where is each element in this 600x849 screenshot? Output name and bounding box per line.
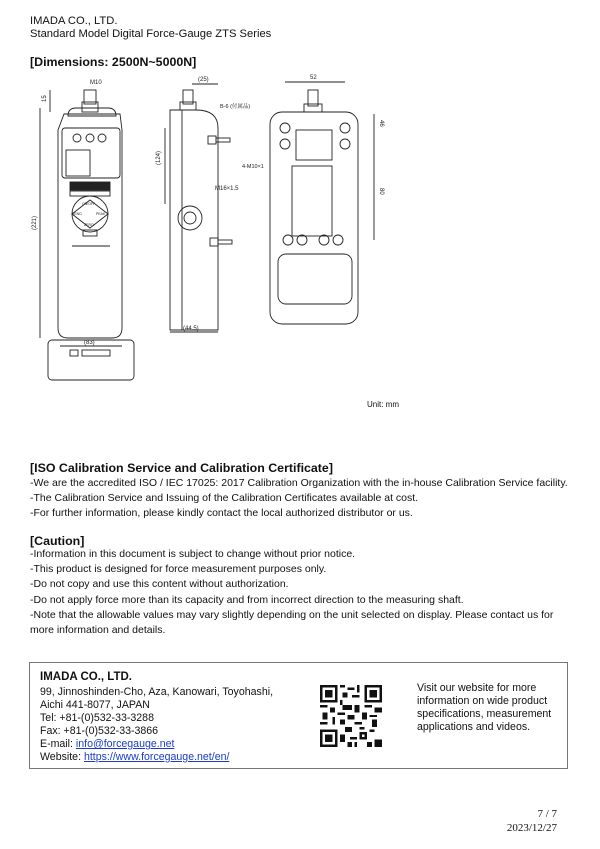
- caution-line: -This product is designed for force measurement purposes only.: [30, 563, 327, 576]
- label-dim-80: 80: [378, 188, 384, 195]
- label-m10x1: 4-M10×1: [242, 164, 264, 170]
- header-company: IMADA CO., LTD.: [30, 15, 118, 27]
- website-label: Website:: [40, 751, 84, 763]
- iso-line: -We are the accredited ISO / IEC 17025: 2017 Calibration Organization with the in-house Calibration Service facility.: [30, 477, 568, 489]
- iso-line: -For further information, please kindly contact the local authorized distributor or us.: [30, 507, 413, 520]
- caution-line: -Note that the allowable values may vary slightly depending on the unit selected on display. Please contact us for more information and details.: [30, 608, 554, 637]
- label-btn-peak: PEAK: [96, 212, 106, 216]
- label-btn-send: SEND: [72, 212, 82, 216]
- iso-body: [30, 476, 575, 522]
- footer-website-row: [40, 751, 229, 764]
- label-btn-onoff: ON/OFF: [82, 202, 96, 206]
- caution-body: [30, 547, 575, 638]
- label-dim-44-5: (44.5): [183, 326, 199, 332]
- caution-title: [Caution]: [30, 534, 85, 548]
- front-view: [58, 90, 122, 338]
- visit-text: Visit our website for more information on wide product specifications, measurement applications and videos.: [417, 682, 552, 733]
- email-label: E-mail:: [40, 738, 76, 750]
- dimension-drawing: [20, 70, 420, 390]
- footer-fax: Fax: +81-(0)532-33-3866: [40, 725, 159, 737]
- back-view: [270, 90, 358, 324]
- qr-code[interactable]: [320, 685, 382, 747]
- email-link[interactable]: info@forcegauge.net: [75, 738, 175, 750]
- website-link[interactable]: https://www.forcegauge.net/en/: [83, 751, 230, 763]
- page-number: 7 / 7: [537, 808, 557, 820]
- label-m10-top: M10: [90, 80, 102, 86]
- dimensions-title: [Dimensions: 2500N~5000N]: [30, 55, 197, 69]
- label-b6: B-6 (付属品): [220, 104, 251, 110]
- label-btn-zero: ZERO: [84, 223, 94, 227]
- footer-tel: Tel: +81-(0)532-33-3288: [40, 712, 154, 724]
- header-subtitle: Standard Model Digital Force-Gauge ZTS Series: [30, 28, 272, 40]
- unit-label: Unit: mm: [367, 400, 399, 409]
- caution-line: -Do not apply force more than its capacity and from incorrect direction to the measuring shaft.: [30, 593, 464, 606]
- contact-box: [29, 662, 568, 769]
- caution-line: -Do not copy and use this content without authorization.: [30, 578, 289, 591]
- label-dim-221: (221): [32, 215, 38, 230]
- label-dim-25: (25): [198, 77, 209, 83]
- footer-company: IMADA CO., LTD.: [40, 671, 132, 683]
- label-dim-124: (124): [156, 150, 162, 165]
- footer-address2: Aichi 441-8077, JAPAN: [40, 699, 150, 711]
- label-dim-15: 15: [42, 95, 48, 102]
- footer-address1: 99, Jinnoshinden-Cho, Aza, Kanowari, Toyohashi,: [40, 686, 274, 698]
- iso-title: [ISO Calibration Service and Calibration Certificate]: [30, 461, 333, 475]
- label-dim-83: (83): [84, 340, 95, 346]
- label-dim-46: 46: [378, 120, 384, 127]
- iso-line: -The Calibration Service and Issuing of the Calibration Certificates available at cost.: [30, 492, 419, 505]
- page-date: 2023/12/27: [506, 822, 557, 834]
- caution-line: -Information in this document is subject to change without prior notice.: [30, 548, 356, 560]
- label-dim-52: 52: [310, 75, 317, 81]
- label-m16: M16×1.5: [215, 186, 239, 192]
- footer-email-row: [40, 738, 174, 751]
- side-view: [170, 90, 232, 330]
